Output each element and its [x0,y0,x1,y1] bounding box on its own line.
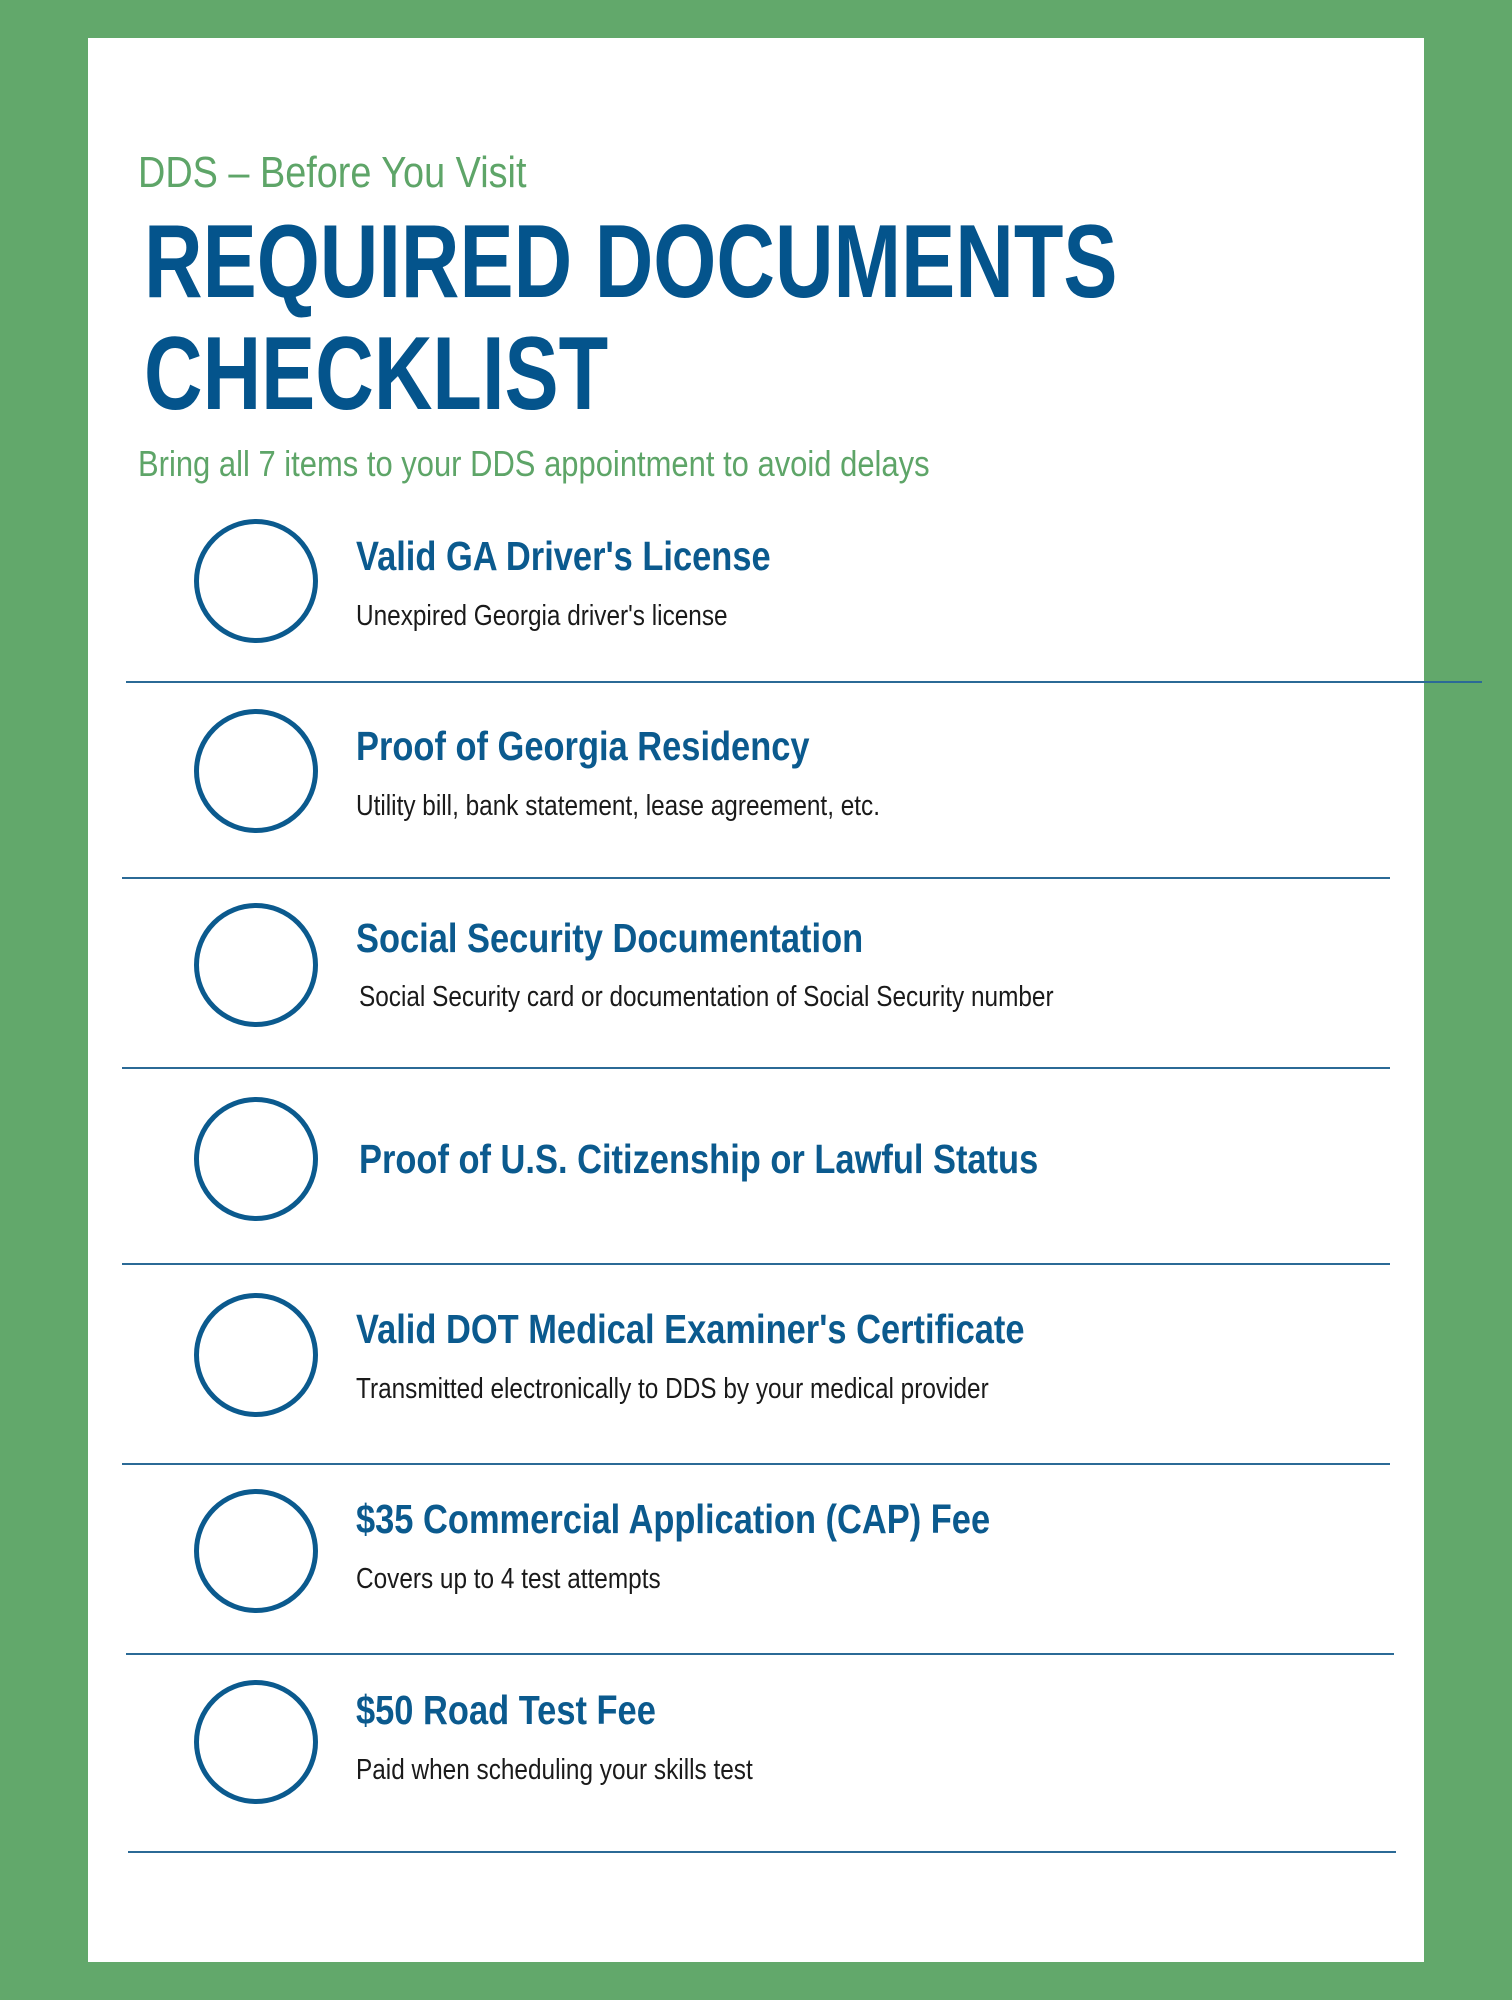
checkbox-item-4[interactable] [194,1097,318,1221]
item-6-description: Covers up to 4 test attempts [356,1563,661,1595]
checklist-card [88,38,1424,1962]
item-7-title: $50 Road Test Fee [356,1687,656,1733]
item-3-title: Social Security Documentation [356,915,864,961]
item-6-title: $35 Commercial Application (CAP) Fee [356,1496,991,1542]
item-5-title: Valid DOT Medical Examiner's Certificate [356,1306,1025,1352]
item-2-description: Utility bill, bank statement, lease agreement, etc. [356,790,881,822]
eyebrow-text: DDS – Before You Visit [138,148,527,197]
checkbox-item-7[interactable] [194,1680,318,1804]
title-line-1: REQUIRED DOCUMENTS [144,204,1118,320]
divider [126,1653,1394,1655]
checkbox-item-2[interactable] [194,709,318,833]
title-line-2: CHECKLIST [144,316,609,432]
divider [122,1263,1390,1265]
item-7-description: Paid when scheduling your skills test [356,1754,753,1786]
item-3-description: Social Security card or documentation of Social Security number [359,981,1054,1013]
checkbox-item-1[interactable] [194,519,318,643]
item-1-title: Valid GA Driver's License [356,533,771,579]
divider [122,1067,1390,1069]
checkbox-item-3[interactable] [194,903,318,1027]
divider [122,877,1390,879]
checkbox-item-5[interactable] [194,1293,318,1417]
checkbox-item-6[interactable] [194,1489,318,1613]
page-subtitle: Bring all 7 items to your DDS appointment to avoid delays [138,443,930,484]
divider [128,1851,1396,1853]
item-1-description: Unexpired Georgia driver's license [356,600,728,632]
divider [126,681,1482,683]
item-5-description: Transmitted electronically to DDS by your medical provider [356,1373,989,1405]
divider [122,1463,1390,1465]
item-4-title: Proof of U.S. Citizenship or Lawful Status [359,1136,1039,1182]
item-2-title: Proof of Georgia Residency [356,723,810,769]
page-title [144,206,1117,430]
